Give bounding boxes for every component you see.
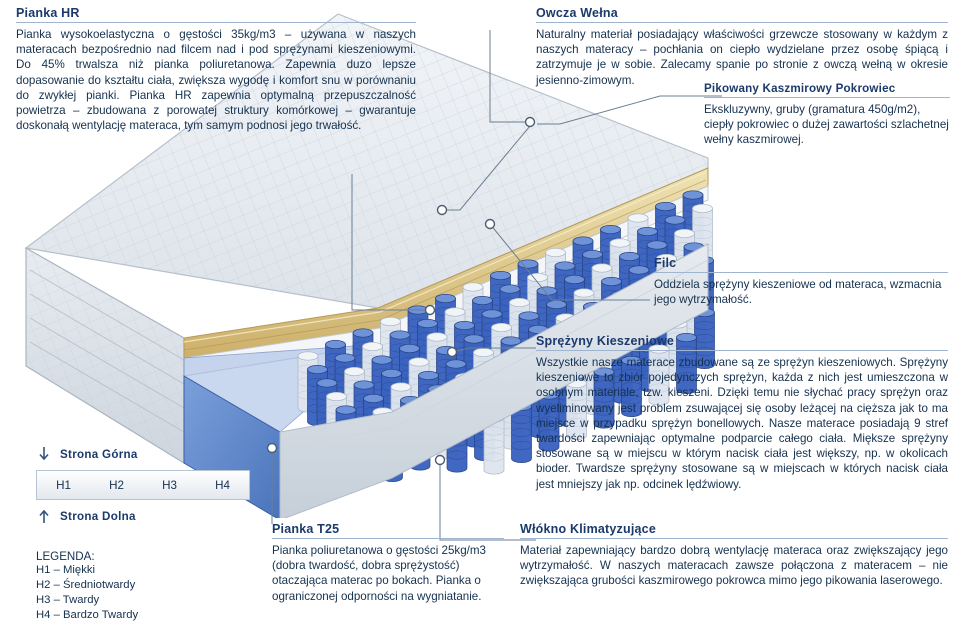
callout-owcza-welna <box>536 6 948 88</box>
callout-pokrowiec-body: Ekskluzywny, gruby (gramatura 450g/m2), ciepły pokrowiec o dużej zawartości szlachetnej wełny kaszmirowej. <box>704 103 949 147</box>
hardness-zones-bar <box>36 470 250 500</box>
zone-h1: H1 <box>56 478 71 492</box>
legend-item-h4: H4 – Bardzo Twardy <box>36 609 139 621</box>
callout-wlokno-klimatyzujace <box>520 522 948 589</box>
sides-panel <box>36 446 276 524</box>
strona-gorna-row <box>36 446 276 462</box>
zone-h3: H3 <box>162 478 177 492</box>
callout-pianka-hr-title: Pianka HR <box>16 6 416 23</box>
callout-owcza-welna-body: Naturalny materiał posiadający właściwości grzewcze stosowany w każdym z naszych materacy – pochłania on ciepło wydzielane przez osobę śpiącą i zatrzymuje je w sobie. Zalecamy spanie po stronie z owczą wełną w okresie jesienno-zimowym. <box>536 28 948 87</box>
callout-filc <box>654 256 948 307</box>
strona-dolna-label: Strona Dolna <box>60 509 136 523</box>
callout-wlokno-body: Materiał zapewniający bardzo dobrą wentylację materaca oraz zwiększający jego wytrzymałość. W naszych materacach zawsze połączona z materacem – nie zwiększająca grubości kaszmirowego pokrowca mimo jego pikowania laserowego. <box>520 544 948 588</box>
arrow-down-icon <box>36 446 52 462</box>
callout-pianka-t25 <box>272 522 504 604</box>
callout-pokrowiec <box>704 82 950 148</box>
zone-h4: H4 <box>215 478 230 492</box>
callout-sprezyny-kieszeniowe <box>536 334 948 492</box>
callout-pianka-t25-body: Pianka poliuretanowa o gęstości 25kg/m3 (dobra twardość, dobra sprężystość) otaczająca materac po bokach. Pianka o ograniczonej odporności na wygniatanie. <box>272 544 486 603</box>
legend-title: LEGENDA: <box>36 550 95 563</box>
callout-filc-title: Filc <box>654 256 948 273</box>
callout-sprezyny-body: Wszystkie nasze materace zbudowane są ze sprężyn kieszeniowych. Sprężyny kieszeniowe to zbiór pojedynczych sprężyn, każda z nich jest umieszczona w osobnym materiale, tzw. kieszeni. Dzięki temu nie słychać pracy sprężyn oraz wyeliminowany jest problem zsuwającej się osoby leżącej na cięższa jak to ma miejsce w przypadku sprężyn bonellowych. Nasze materace posiadają 9 stref twardości zapewniając optymalne podparcie całego ciała. Miększe sprężyny stosowane są w miejscu w którym nacisk ciała jest większy, np. w okolicach bioder. Twardsze sprężyny stosowane są w miejscach w których nacisk ciała jest mniejszy jak np. odcinek lędźwiowy. <box>536 356 948 491</box>
strona-gorna-label: Strona Górna <box>60 447 138 461</box>
zone-h2: H2 <box>109 478 124 492</box>
mattress-left-side-cover <box>26 248 184 463</box>
arrow-up-icon <box>36 508 52 524</box>
callout-sprezyny-title: Sprężyny Kieszeniowe <box>536 334 948 351</box>
callout-wlokno-title: Włókno Klimatyzujące <box>520 522 948 539</box>
callout-owcza-welna-title: Owcza Wełna <box>536 6 948 23</box>
callout-pokrowiec-title: Pikowany Kaszmirowy Pokrowiec <box>704 82 950 98</box>
legend <box>36 550 256 623</box>
strona-dolna-row <box>36 508 276 524</box>
legend-item-h1: H1 – Miękki <box>36 564 96 576</box>
legend-item-h2: H2 – Średniotwardy <box>36 579 136 591</box>
callout-pianka-hr <box>16 6 416 133</box>
legend-item-h3: H3 – Twardy <box>36 594 100 606</box>
callout-pianka-hr-body: Pianka wysokoelastyczna o gęstości 35kg/m3 – używana w naszych materacach bezpośrednio nad filcem nad i pod sprężynami kieszeniowymi. Do 45% trwalsza niż pianka poliuretanowa. Zapewnia duzo lepsze dopasowanie do kształtu ciała, zwiększa wygodę i komfort snu w porównaniu do zwykłej pianki. Pianka HR zapewnia optymalną przepuszczalność powietrza – zbudowana z porowatej struktury komórkowej – gwarantuje doskonałą wentylację materaca, tym samym podnosi jego trwałość. <box>16 28 416 133</box>
callout-pianka-t25-title: Pianka T25 <box>272 522 504 539</box>
callout-filc-body: Oddziela sprężyny kieszeniowe od materaca, wzmacnia jego wytrzymałość. <box>654 278 942 307</box>
